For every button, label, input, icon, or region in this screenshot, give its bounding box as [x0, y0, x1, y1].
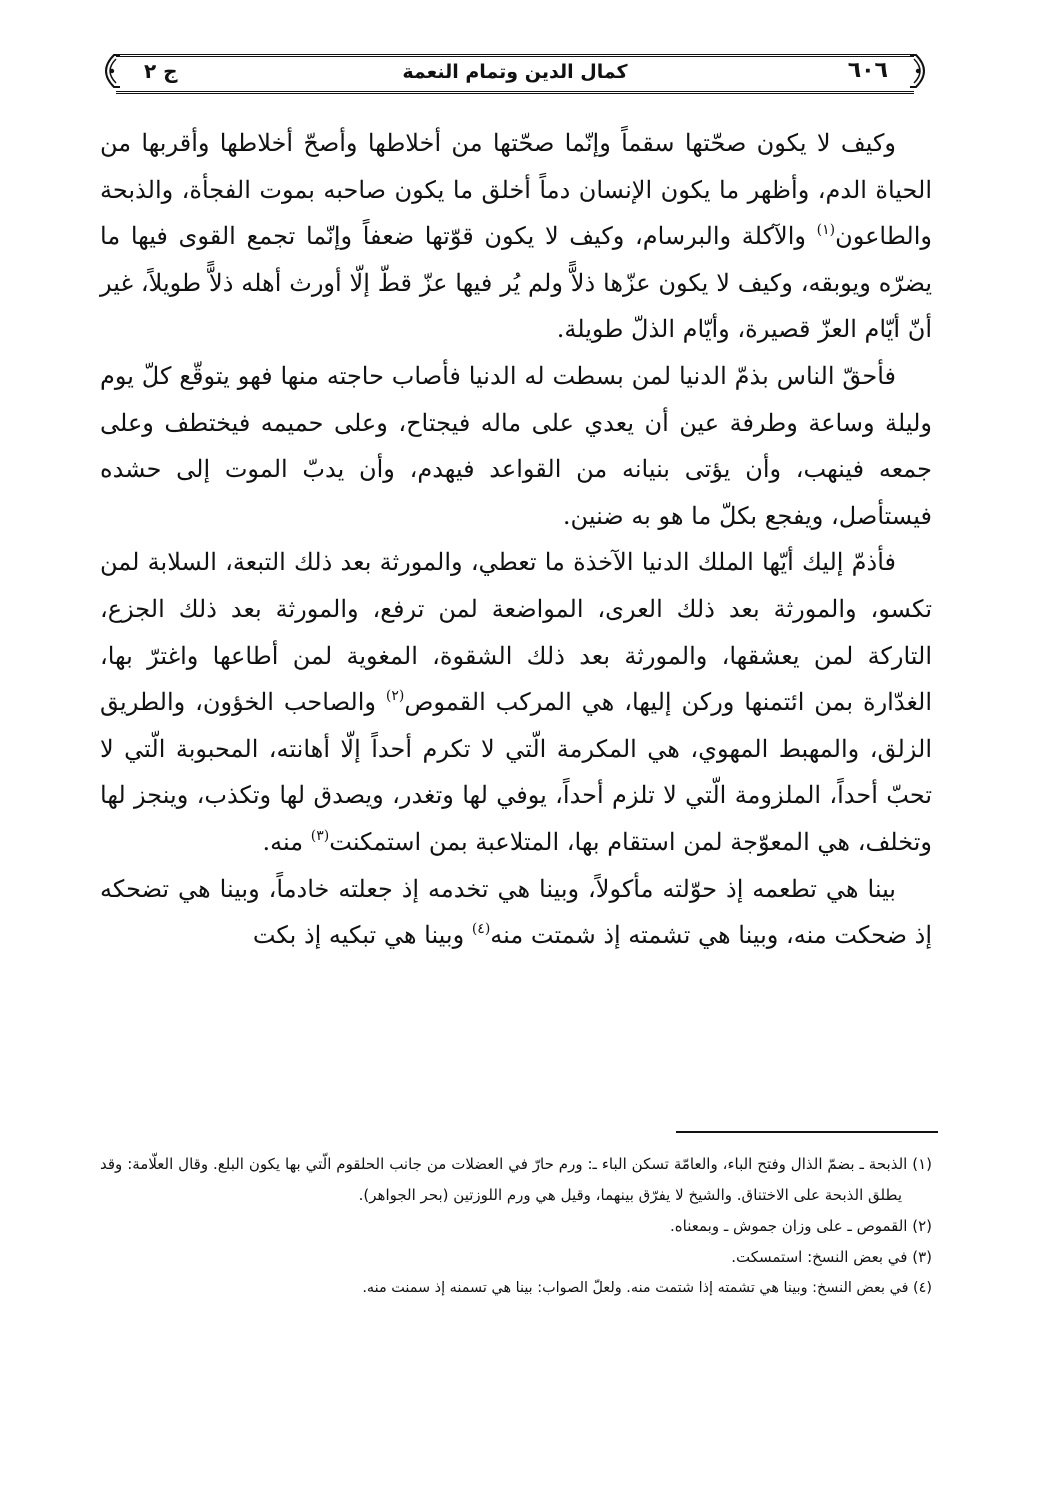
main-text [100, 120, 932, 959]
text-run: فأذمّ إليك أيّها الملك الدنيا الآخذة ما تعطي، والمورثة بعد ذلك التبعة، السلابة لمن تكسو، والمورثة بعد ذلك العرى، المواضعة لمن ترفع، والمورثة بعد ذلك الجزع، التاركة لمن يعشقها، والمورثة بعد ذلك الشقوة، المغوية لمن أطاعها واغترّ بها، الغدّارة بمن ائتمنها وركن إليها، هي المركب القموص [100, 548, 932, 717]
text-run: فأحقّ الناس بذمّ الدنيا لمن بسطت له الدنيا فأصاب حاجته منها فهو يتوقّع كلّ يوم وليلة وساعة وطرفة عين أن يعدي على ماله فيجتاح، وعلى حميمه فيختطف وعلى جمعه فينهب، وأن يؤتى بنيانه من القواعد فيهدم، وأن يدبّ الموت إلى حشده فيستأصل، ويفجع بكلّ ما هو به ضنين. [100, 361, 932, 530]
page-number: ٦٠٦ [847, 58, 888, 83]
footnote-ref-2[interactable]: (٢) [385, 688, 405, 705]
running-header [96, 54, 934, 90]
text-run: وبينا هي تبكيه إذ بكت [252, 921, 472, 950]
footnotes [100, 1149, 932, 1304]
text-run: والآكلة والبرسام، وكيف لا يكون قوّتها ضعفاً وإنّما تجمع القوى فيها ما يضرّه ويوبقه، وكيف لا يكون عزّها ذلاًّ ولم يُر فيها عزّ قطّ إلّا أورث أهله ذلاًّ طويلاً، غير أنّ أيّام العزّ قصيرة، وأيّام الذلّ طويلة. [100, 222, 933, 344]
running-title: كمال الدين وتمام النعمة [402, 61, 628, 83]
paragraph [100, 353, 932, 539]
text-run: بينا هي تطعمه إذ حوّلته مأكولاً، وبينا هي تخدمه إذ جعلته خادماً، وبينا هي تضحكه إذ ضحكت منه، وبينا هي تشمته إذ شمتت منه [100, 874, 932, 950]
footnote-3: (٣) في بعض النسخ: استمسكت. [731, 1248, 932, 1266]
footnote-1: (١) الذبحة ـ بضمّ الذال وفتح الباء، والعامّة تسكن الباء ـ: ورم حارّ في العضلات من جانب الحلقوم الّتي بها يكون البلع. وقال العلّامة: وقد يطلق الذبحة على الاختناق. والشيخ لا يفرّق بينهما، وقيل هي ورم اللوزتين (بحر الجواهر). [100, 1155, 932, 1204]
paragraph [100, 120, 932, 353]
volume-number: ج ٢ [144, 59, 178, 83]
footnote-ref-4[interactable]: (٤) [471, 921, 491, 938]
paragraph [100, 866, 932, 959]
text-run: والصاحب الخؤون، والطريق الزلق، والمهبط المهوي، هي المكرمة الّتي لا تكرم أحداً إلّا أهانته، المحبوبة الّتي لا تحبّ أحداً، الملزومة الّتي لا تلزم أحداً، يوفي لها وتغدر، ويصدق لها وتكذب، وينجز لها وتخلف، هي المعوّجة لمن استقام بها، المتلاعبة بمن استمكنت [100, 688, 933, 856]
footnote-ref-1[interactable]: (١) [816, 222, 836, 239]
footnote-2: (٢) القموص ـ على وزان جموش ـ وبمعناه. [670, 1217, 932, 1235]
footnote-separator [676, 1131, 938, 1133]
footnote-ref-3[interactable]: (٣) [310, 827, 330, 844]
text-run: منه. [262, 827, 311, 856]
paragraph [100, 539, 932, 865]
text-run: وكيف لا يكون صحّتها سقماً وإنّما صحّتها من أخلاطها وأصحّ أخلاطها وأقربها من الحياة الدم، وأظهر ما يكون الإنسان دماً أخلق ما يكون صاحبه بموت الفجأة، والذبحة والطاعون [100, 129, 932, 251]
footnote-4: (٤) في بعض النسخ: وبينا هي تشمته إذا شتمت منه. ولعلّ الصواب: بينا هي تسمنه إذ سمنت منه. [362, 1280, 932, 1296]
